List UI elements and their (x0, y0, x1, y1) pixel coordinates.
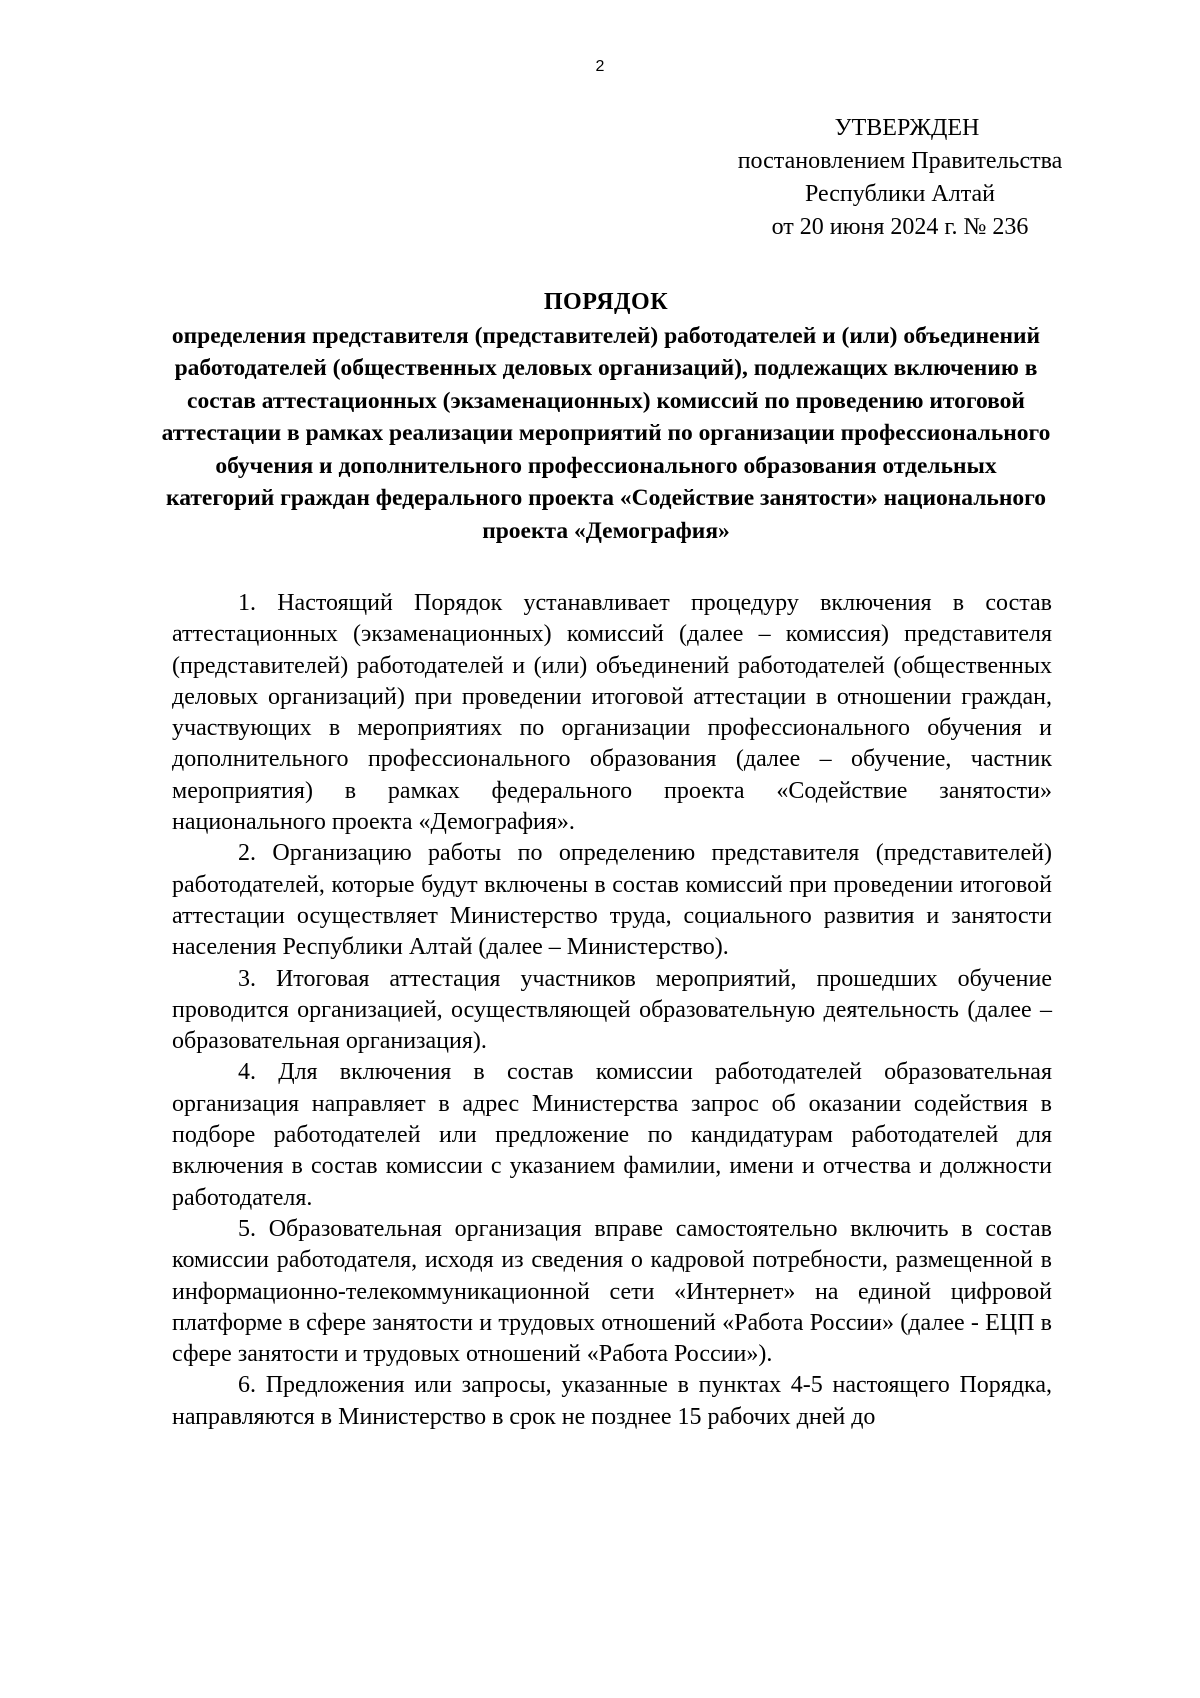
approval-stamp (700, 112, 1100, 244)
approval-issuer: постановлением Правительства (737, 148, 1063, 174)
paragraph-5: 5. Образовательная организация вправе самостоятельно включить в состав комиссии работодателя, исходя из сведения о кадровой потребности, размещенной в информационно-телекоммуникационной сети «Интернет» на единой цифровой платформе в сфере занятости и трудовых отношений «Работа России» (далее - ЕЦП в сфере занятости и трудовых отношений «Работа России»). (172, 1215, 1052, 1368)
document-body (172, 588, 1052, 1433)
approval-date-number: от 20 июня 2024 г. № 236 (771, 214, 1029, 240)
page-number: 2 (595, 58, 605, 75)
approval-heading: УТВЕРЖДЕН (834, 115, 980, 141)
paragraph-1: 1. Настоящий Порядок устанавливает процедуру включения в состав аттестационных (экзаменационных) комиссий (далее – комиссия) представителя (представителей) работодателей и (или) объединений работодателей (общественных деловых организаций) при проведении итоговой аттестации в отношении граждан, участвующих в мероприятиях по организации профессионального обучения и дополнительного профессионального образования (далее – обучение, частник мероприятия) в рамках федерального проекта «Содействие занятости» национального проекта «Демография». (172, 590, 1052, 836)
paragraph-6: 6. Предложения или запросы, указанные в пунктах 4-5 настоящего Порядка, направляются в Министерство в срок не позднее 15 рабочих дней до (172, 1372, 1052, 1430)
paragraph-2: 2. Организацию работы по определению представителя (представителей) работодателей, которые будут включены в состав комиссий при проведении итоговой аттестации осуществляет Министерство труда, социального развития и занятости населения Республики Алтай (далее – Министерство). (172, 840, 1052, 961)
document-title: ПОРЯДОК (543, 289, 669, 315)
document-subtitle: определения представителя (представителей) работодателей и (или) объединений работодателей (общественных деловых организаций), подлежащих включению в состав аттестационных (экзаменационных) комиссий по проведению итоговой аттестации в рамках реализации мероприятий по организации профессионального обучения и дополнительного профессионального образования отдельных категорий граждан федерального проекта «Содействие занятости» национального проекта «Демография» (161, 322, 1051, 544)
document-title-block (160, 286, 1052, 547)
paragraph-4: 4. Для включения в состав комиссии работодателей образовательная организация направляет в адрес Министерства запрос об оказании содействия в подборе работодателей или предложение по кандидатурам работодателей для включения в состав комиссии с указанием фамилии, имени и отчества и должности работодателя. (172, 1059, 1052, 1211)
paragraph-3: 3. Итоговая аттестация участников мероприятий, прошедших обучение проводится организацией, осуществляющей образовательную деятельность (далее – образовательная организация). (172, 965, 1052, 1055)
approval-region: Республики Алтай (805, 181, 995, 207)
